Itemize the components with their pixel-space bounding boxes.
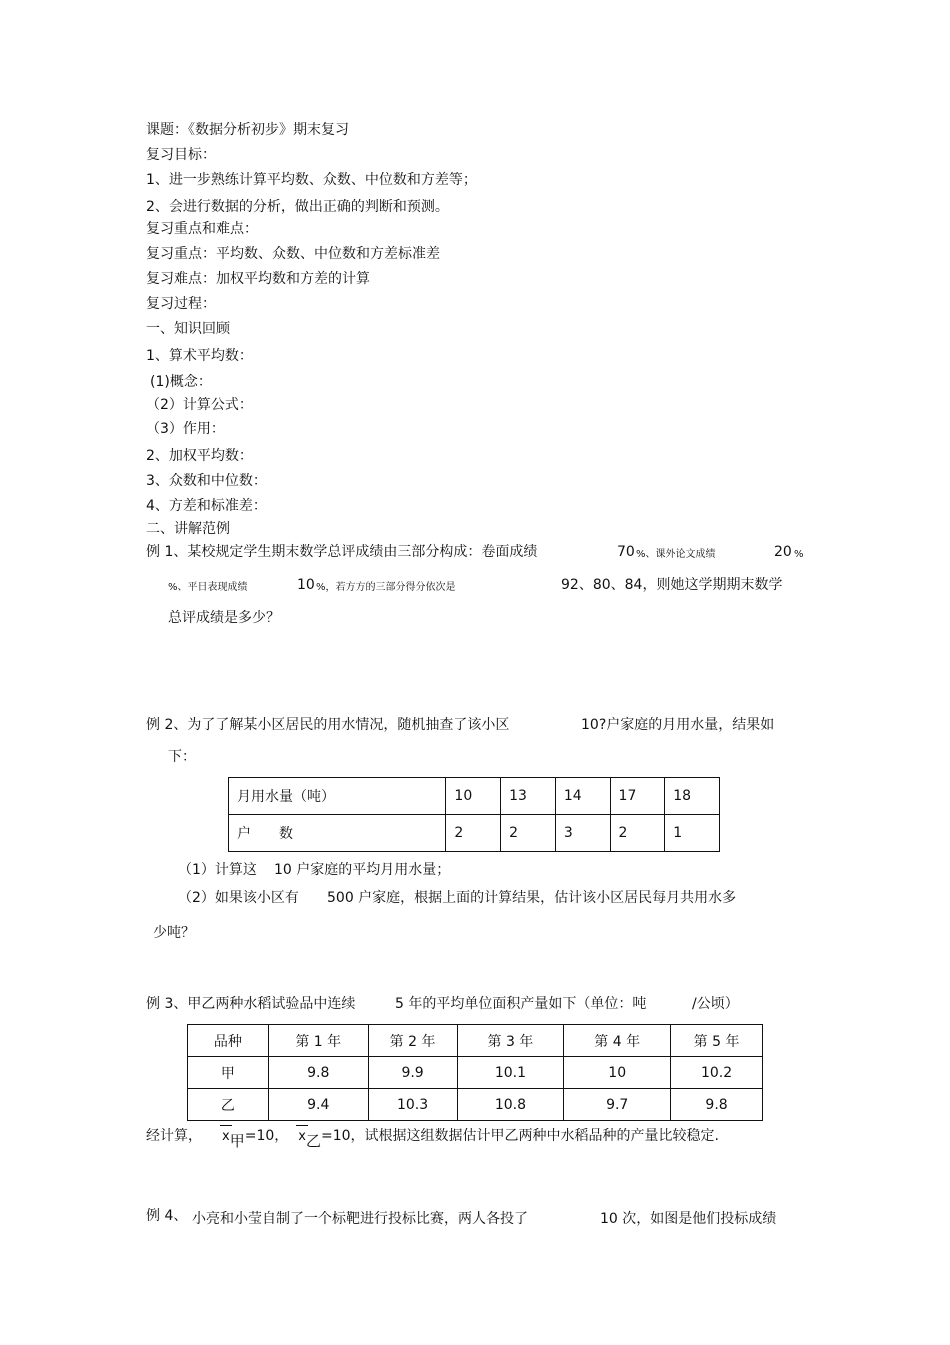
ex3-eq1: =10， [244, 1128, 289, 1144]
table-cell: 10 [564, 1057, 671, 1089]
rice-yield-table [187, 1024, 763, 1121]
table-cell: 月用水量（吨） [229, 778, 446, 815]
ex1-line1-a: 例 1、某校规定学生期末数学总评成绩由三部分构成：卷面成绩 [146, 544, 538, 560]
ex1-line2-a: %、平日表现成绩 [168, 582, 248, 593]
table-cell: 10.3 [368, 1089, 457, 1121]
ex3-eq2: =10，试根据这组数据估计甲乙两种中水稻品种的产量比较稳定. [320, 1128, 719, 1144]
ex2-q1-b: 10 户家庭的平均月用水量； [274, 862, 451, 878]
ex1-line2-b: %，若方方的三部分得分依次是 [316, 582, 456, 593]
review-sub-2: （2）计算公式： [146, 397, 253, 413]
ex3-line1-a: 例 3、甲乙两种水稻试验品中连续 [146, 996, 356, 1012]
key-points: 复习重点：平均数、众数、中位数和方差标准差 [146, 246, 440, 262]
table-cell: 9.9 [368, 1057, 457, 1089]
table-cell: 10.8 [457, 1089, 564, 1121]
table-cell: 9.8 [671, 1089, 763, 1121]
review-item-2: 2、加权平均数： [146, 448, 253, 464]
table-cell: 户 数 [229, 815, 446, 852]
table-header-cell: 第 2 年 [368, 1025, 457, 1057]
ex2-q1-a: （1）计算这 [178, 862, 257, 878]
table-row [229, 778, 720, 815]
table-row [229, 815, 720, 852]
goals-heading: 复习目标： [146, 147, 216, 163]
table-row [188, 1057, 763, 1089]
table-cell: 甲 [188, 1057, 269, 1089]
ex2-line2: 下： [168, 749, 196, 765]
subscript-yi: 乙 [305, 1132, 321, 1150]
table-row [188, 1025, 763, 1057]
review-heading: 一、知识回顾 [146, 321, 230, 337]
table-cell: 14 [555, 778, 610, 815]
process-heading: 复习过程： [146, 296, 216, 312]
table-cell: 2 [501, 815, 556, 852]
ex2-q2-c: 少吨？ [153, 925, 195, 941]
ex3-line1-b: 5 年的平均单位面积产量如下（单位：吨 [395, 996, 647, 1012]
table-header-cell: 品种 [188, 1025, 269, 1057]
table-cell: 1 [665, 815, 720, 852]
table-cell: 18 [665, 778, 720, 815]
x-bar-jia: x [222, 1129, 230, 1144]
ex1-value-20: 20 [774, 544, 792, 560]
table-cell: 17 [610, 778, 665, 815]
review-item-3: 3、众数和中位数： [146, 473, 267, 489]
table-cell: 10 [446, 778, 501, 815]
ex2-line1-a: 例 2、为了了解某小区居民的用水情况，随机抽查了该小区 [146, 717, 510, 733]
ex3-calc-prefix: 经计算， [146, 1128, 202, 1144]
ex3-line1-c: /公顷） [692, 996, 739, 1012]
table-cell: 13 [501, 778, 556, 815]
table-cell: 2 [446, 815, 501, 852]
table-cell: 乙 [188, 1089, 269, 1121]
table-cell: 3 [555, 815, 610, 852]
ex1-line3: 总评成绩是多少？ [168, 610, 280, 626]
ex2-line1-b: 10?户家庭的月用水量，结果如 [581, 717, 775, 733]
x-bar-yi: x [298, 1129, 306, 1144]
review-item-4: 4、方差和标准差： [146, 498, 267, 514]
ex4-line1-b: 10 次，如图是他们投标成绩 [600, 1211, 777, 1227]
examples-heading: 二、讲解范例 [146, 521, 230, 537]
ex3-calc-line [146, 1126, 719, 1150]
ex2-q2-b: 500 户家庭，根据上面的计算结果，估计该小区居民每月共用水多 [327, 890, 737, 906]
water-usage-table [228, 777, 720, 852]
table-header-cell: 第 1 年 [268, 1025, 368, 1057]
subscript-jia: 甲 [229, 1132, 245, 1150]
table-cell: 10.1 [457, 1057, 564, 1089]
table-header-cell: 第 4 年 [564, 1025, 671, 1057]
table-header-cell: 第 5 年 [671, 1025, 763, 1057]
goal-1: 1、进一步熟练计算平均数、众数、中位数和方差等； [146, 172, 477, 188]
difficult-points: 复习难点：加权平均数和方差的计算 [146, 271, 370, 287]
ex1-value-70: 70 [617, 544, 635, 560]
table-cell: 9.7 [564, 1089, 671, 1121]
table-row [188, 1089, 763, 1121]
ex1-line1-c: %、课外论文成绩 [636, 549, 716, 560]
ex4-label: 例 4、 [146, 1208, 188, 1224]
table-cell: 10.2 [671, 1057, 763, 1089]
table-cell: 2 [610, 815, 665, 852]
review-sub-1: (1)概念： [150, 374, 212, 390]
table-header-cell: 第 3 年 [457, 1025, 564, 1057]
ex1-value-10: 10 [297, 577, 315, 593]
review-item-1: 1、算术平均数： [146, 348, 253, 364]
review-sub-3: （3）作用： [146, 421, 225, 437]
ex2-q2-a: （2）如果该小区有 [178, 890, 299, 906]
goal-2: 2、会进行数据的分析，做出正确的判断和预测。 [146, 199, 449, 215]
ex1-percent: % [794, 549, 804, 560]
table-cell: 9.8 [268, 1057, 368, 1089]
lesson-title: 课题：《数据分析初步》期末复习 [146, 122, 349, 138]
ex1-line2-c: 92、80、84，则她这学期期末数学 [561, 577, 783, 593]
ex4-line1-a: 小亮和小莹自制了一个标靶进行投标比赛，两人各投了 [192, 1211, 528, 1227]
table-cell: 9.4 [268, 1089, 368, 1121]
key-heading: 复习重点和难点： [146, 221, 258, 237]
